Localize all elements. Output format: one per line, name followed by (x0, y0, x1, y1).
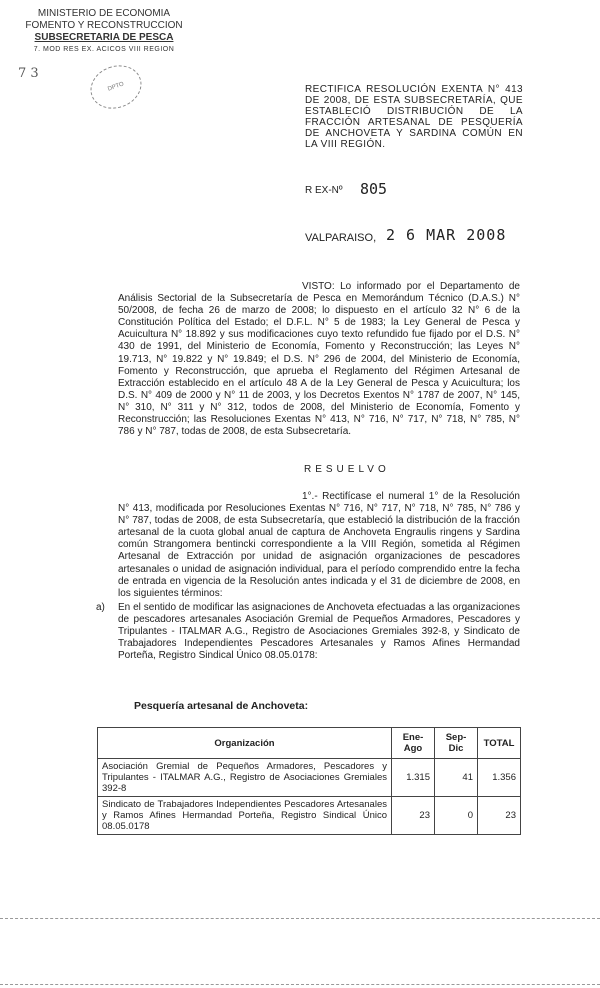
total-cell: 23 (478, 797, 521, 835)
article-1-text: Resolución N° 413, modificada por Resoluciones Exentas N° 716, N° 717, N° 718, N° 785, N° 786 y N° 787, todas de 2008, de esta Subsecretaría, que estableció la distribución de la fracción artesanal de la cuota global anual de captura de Anchoveta Engraulis ringens y Sardina común Strangomera bentincki correspondiente a la VIII Región, sometida al Régimen Artesanal de Extracción por unidad de asignación organizaciones de pescadores artesanales o unidad de asignación individual, para el período comprendido entre la fecha de entrada en vigencia de la Resolución antes indicada y el 31 de diciembre de 2008, en los siguientes términos: (118, 491, 520, 599)
city: VALPARAISO, (305, 232, 377, 244)
col-ene-ago: Ene-Ago (392, 728, 435, 759)
handwritten-mark: 7 3 (18, 66, 39, 81)
letterhead (14, 8, 194, 56)
scan-edge-line (0, 984, 600, 985)
item-a-text: En el sentido de modificar las asignaciones de Anchoveta efectuadas a las organizaciones de pescadores artesanales Asociación Gremial de Pequeños Armadores, Pescadores y Tripulantes - ITALMAR A.G., Registro de Asociaciones Gremiales 392-8, y Sindicato de Trabajadores Independientes Pescadores Artesanales y Ramos Afines Hermandad Porteña, Registro Sindical Único 08.05.0178: (118, 602, 520, 662)
visto-paragraph (118, 281, 520, 438)
ministry-line: MINISTERIO DE ECONOMIA (37, 8, 171, 19)
total-cell: 1.356 (478, 759, 521, 797)
col-sep-dic: Sep-Dic (435, 728, 478, 759)
sep-dic-cell: 0 (435, 797, 478, 835)
visto-lead: VISTO: (302, 281, 335, 292)
date-stamp: 2 6 MAR 2008 (386, 226, 507, 244)
col-organization: Organización (98, 728, 392, 759)
subsecretary-line: SUBSECRETARIA DE PESCA (34, 32, 174, 43)
subject-block: RECTIFICA RESOLUCIÓN EXENTA N° 413 DE 2008, DE ESTA SUBSECRETARÍA, QUE ESTABLECIÓ DISTRIBUCIÓN DE LA FRACCIÓN ARTESANAL DE PESQUERÍA DE ANCHOVETA Y SARDINA COMÚN EN LA VIII REGIÓN. (305, 84, 523, 150)
table-row (98, 759, 521, 797)
scan-edge-line (0, 918, 600, 919)
ministry-line-2: FOMENTO Y RECONSTRUCCION (25, 20, 183, 31)
table-title: Pesquería artesanal de Anchoveta: (134, 700, 309, 712)
resolution-number: 805 (360, 180, 388, 198)
sep-dic-cell: 41 (435, 759, 478, 797)
office-stamp: DPTO (84, 58, 147, 115)
table-header-row (98, 728, 521, 759)
reference-code: 7. MOD RES EX. ACICOS VIII REGION (33, 46, 175, 53)
ene-ago-cell: 23 (392, 797, 435, 835)
table-row (98, 797, 521, 835)
item-a-label: a) (96, 602, 105, 613)
org-cell: Asociación Gremial de Pequeños Armadores, Pescadores y Tripulantes - ITALMAR A.G., Registro de Asociaciones Gremiales 392-8 (98, 759, 392, 797)
visto-text: Lo informado por el Departamento de Análisis Sectorial de la Subsecretaría de Pesca en Memorándum Técnico (D.A.S.) N° 50/2008, de fecha 26 de marzo de 2008; lo dispuesto en el artículo 32 N° 6 de la Constitución Política del Estado; el D.F.L. N° 5 de 1983; la Ley General de Pesca y Acuicultura N° 18.892 y sus modificaciones cuyo texto refundido fue fijado por el D.S. N° 430 de 1991, del Ministerio de Economía, Fomento y Reconstrucción; las Leyes N° 19.713, N° 19.822 y N° 19.849; el D.S. N° 296 de 2004, del Ministerio de Economía, Fomento y Reconstrucción, que aprueba el Reglamento del Régimen Artesanal de Extracción establecido en el artículo 48 A de la Ley General de Pesca y Acuicultura; los D.S. N° 409 de 2000 y N° 11 de 2003, y los Decretos Exentos N° 1787 de 2007, N° 145, N° 310, N° 311 y N° 312, todos de 2008, del Ministerio de Economía, Fomento y Reconstrucción; las Resoluciones Exentas N° 413, N° 716, N° 717, N° 718, N° 785, N° 786 y N° 787, todas de 2008, de esta Subsecretaría. (118, 281, 520, 438)
resuelvo-heading: RESUELVO (304, 464, 390, 475)
col-total: TOTAL (478, 728, 521, 759)
allocation-table (97, 727, 521, 835)
ene-ago-cell: 1.315 (392, 759, 435, 797)
resolution-label: R EX-Nº (305, 185, 343, 196)
article-1-lead: 1°.- Rectifícase el numeral 1° de la (302, 491, 467, 502)
item-a (96, 602, 520, 662)
org-cell: Sindicato de Trabajadores Independientes Pescadores Artesanales y Ramos Afines Hermandad Porteña, Registro Sindical Único 08.05.0178 (98, 797, 392, 835)
article-1-paragraph (118, 491, 520, 600)
